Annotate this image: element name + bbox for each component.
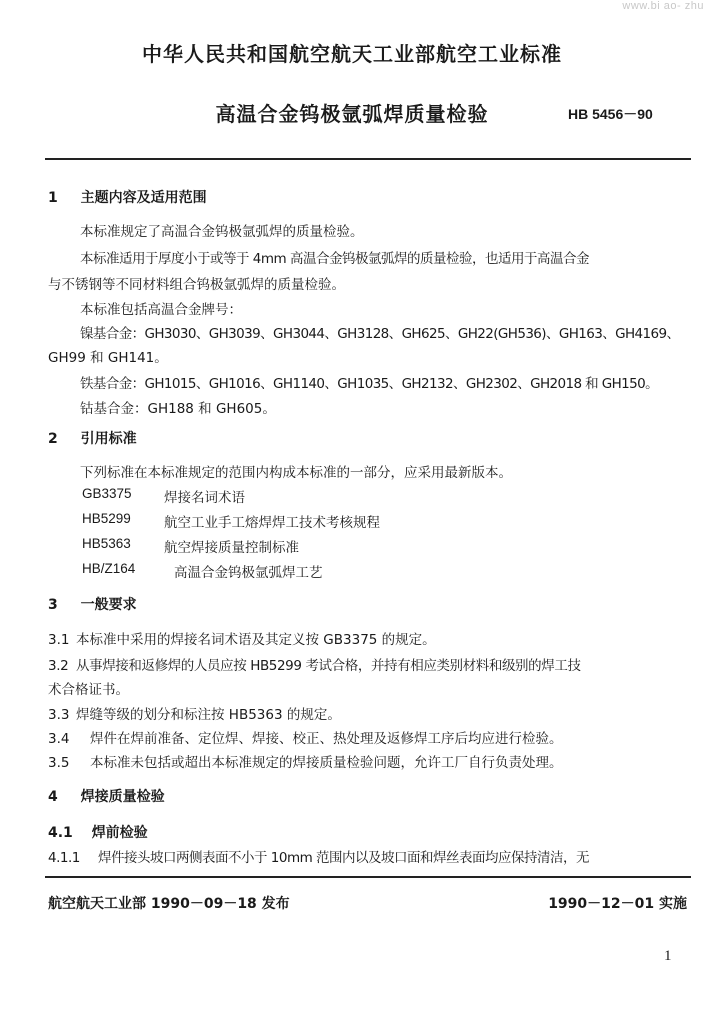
header-rule — [45, 158, 691, 160]
section-title: 焊接质量检验 — [80, 789, 165, 805]
document-title: 高温合金钨极氩弧焊质量检验 — [215, 102, 489, 126]
clause-4-1-1: 4.1.1 焊件接头坡口两侧表面不小于 10mm 范围内以及坡口面和焊丝表面均应保持清洁，无 — [48, 850, 590, 866]
reference-code: HB/Z164 — [82, 561, 136, 576]
clause-3-5: 3.5 本标准未包括或超出本标准规定的焊接质量检验问题，允许工厂自行负责处理。 — [48, 755, 563, 771]
footer-rule — [45, 876, 691, 878]
paragraph-line: 本标准适用于厚度小于或等于 4mm 高温合金钨极氩弧焊的质量检验，也适用于高温合金 — [80, 251, 589, 267]
clause-3-3: 3.3 焊缝等级的划分和标注按 HB5363 的规定。 — [48, 707, 341, 723]
clause-3-2-continued: 术合格证书。 — [48, 682, 129, 698]
header-title: 中华人民共和国航空航天工业部航空工业标准 — [142, 42, 562, 66]
section-1-heading — [48, 187, 207, 207]
subsection-4-1-heading — [48, 822, 148, 842]
paragraph-line: 本标准包括高温合金牌号： — [80, 302, 242, 318]
clause-3-2: 3.2 从事焊接和返修焊的人员应按 HB5299 考试合格，并持有相应类别材料和级别的焊工技 — [48, 658, 581, 674]
paragraph-line: 钴基合金：GH188 和 GH605。 — [80, 401, 276, 417]
reference-name: 焊接名词术语 — [164, 490, 245, 506]
reference-name: 航空焊接质量控制标准 — [164, 540, 299, 556]
paragraph-line: 镍基合金：GH3030、GH3039、GH3044、GH3128、GH625、GH22(GH536)、GH163、GH4169、 — [80, 326, 680, 342]
reference-code: HB5363 — [82, 536, 131, 551]
section-title: 引用标准 — [80, 431, 137, 447]
reference-name: 航空工业手工熔焊焊工技术考核规程 — [164, 515, 380, 531]
clause-3-1: 3.1 本标准中采用的焊接名词术语及其定义按 GB3375 的规定。 — [48, 632, 436, 648]
paragraph-line: 本标准规定了高温合金钨极氩弧焊的质量检验。 — [80, 224, 364, 240]
section-3-heading — [48, 594, 137, 614]
paragraph-line: 与不锈钢等不同材料组合钨极氩弧焊的质量检验。 — [48, 277, 345, 293]
section-title: 主题内容及适用范围 — [80, 190, 207, 206]
paragraph-line: 下列标准在本标准规定的范围内构成本标准的一部分，应采用最新版本。 — [80, 465, 512, 481]
effective-date-line: 1990－12－01 实施 — [548, 896, 687, 912]
section-2-heading — [48, 428, 137, 448]
reference-code: HB5299 — [82, 511, 131, 526]
paragraph-line: 铁基合金：GH1015、GH1016、GH1140、GH1035、GH2132、GH2302、GH2018 和 GH150。 — [80, 376, 659, 392]
section-number: 3 — [48, 597, 58, 613]
paragraph-line: GH99 和 GH141。 — [48, 350, 168, 366]
clause-3-4: 3.4 焊件在焊前准备、定位焊、焊接、校正、热处理及返修焊工序后均应进行检验。 — [48, 731, 563, 747]
subsection-title: 焊前检验 — [91, 825, 148, 841]
section-title: 一般要求 — [80, 597, 137, 613]
standard-code: HB 5456－90 — [568, 106, 653, 122]
page-number: 1 — [664, 948, 672, 964]
watermark: www.bi ao- zhu — [622, 0, 704, 12]
subsection-number: 4.1 — [48, 825, 73, 841]
publisher-line: 航空航天工业部 1990－09－18 发布 — [48, 896, 290, 912]
section-4-heading — [48, 786, 165, 806]
section-number: 2 — [48, 431, 58, 447]
reference-code: GB3375 — [82, 486, 132, 501]
section-number: 4 — [48, 789, 58, 805]
reference-name: 高温合金钨极氩弧焊工艺 — [174, 565, 323, 581]
section-number: 1 — [48, 190, 58, 206]
